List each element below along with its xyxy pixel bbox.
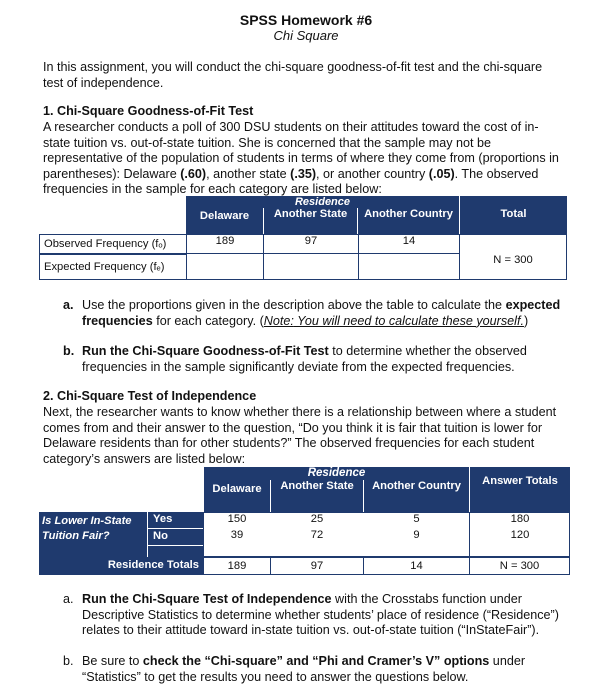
item-a-note-label: Note: (263, 313, 294, 328)
section2-paragraph: Next, the researcher wants to know whether there is a relationship between where a student comes from and their answer to the question, “Do you think it is fair that tuition is lower for Delaware residents than for other students?” The observed frequencies for each student category’s answers are listed below: (43, 405, 557, 466)
no-delaware: 39 (230, 529, 244, 541)
item-b-bold-2: check the “Chi-square” and “Phi and Cramer’s V” options (142, 654, 490, 668)
item-a-marker: a. (63, 298, 74, 312)
total-delaware: 189 (203, 557, 271, 575)
section1-item-a (63, 298, 563, 346)
observed-another-country: 14 (358, 234, 460, 254)
item-a-text-1: Use the proportions given in the description above the table to calculate the (82, 298, 506, 312)
row-header-question: Is Lower In-State Tuition Fair? (39, 512, 147, 557)
section1-heading: 1. Chi-Square Goodness-of-Fit Test (43, 104, 254, 118)
section2-heading: 2. Chi-Square Test of Independence (43, 389, 257, 403)
row-header-no: No (148, 529, 203, 545)
item-b-text-2: under “Statistics” to get the results you need to answer the questions below. (82, 654, 526, 684)
yes-delaware: 150 (227, 513, 247, 525)
observed-delaware: 189 (186, 234, 264, 254)
item-a-bold-2: Run the Chi-Square Test of Independence (82, 592, 332, 606)
item-b-text: to determine whether the observed frequencies in the sample significantly deviate from the expected frequencies. (82, 344, 527, 374)
col-header-total: Total (460, 196, 567, 234)
item-b-marker: b. (63, 344, 75, 358)
total-n: N = 300 (459, 234, 567, 280)
section1-text-a: A researcher conducts a poll of 300 DSU students on their attitudes toward the cost of in-state tuition vs. out-of-state tuition. She is concerned that the sample may not be representative of the population of students in terms of where they come from (proportions in parentheses): Delaware (43, 120, 559, 181)
totals-divider (469, 512, 470, 557)
section2-item-a (63, 592, 568, 654)
expected-another-country (358, 253, 460, 280)
item-b-bold: Run the Chi-Square Goodness-of-Fit Test (82, 344, 329, 358)
no-another-state: 72 (310, 529, 324, 541)
total-another-state: 97 (270, 557, 364, 575)
proportion-delaware: (.60) (180, 166, 207, 181)
proportion-another-state: (.35) (290, 166, 317, 181)
col-header-another-state: Another State (264, 208, 357, 234)
section1-item-b (63, 344, 563, 376)
observed-another-state: 97 (263, 234, 359, 254)
no-another-country: 9 (413, 529, 420, 541)
col-header-another-country-2: Another Country (364, 480, 469, 512)
item-a-note-text: You will need to calculate these yourself. (293, 313, 524, 328)
proportion-another-country: (.05) (428, 166, 455, 181)
row-label-observed: Observed Frequency (fₒ) (39, 234, 187, 254)
document-title: SPSS Homework #6 (239, 12, 373, 28)
expected-delaware (186, 253, 264, 280)
item-b-text-1: Be sure to (82, 654, 143, 668)
row-header-yes: Yes (148, 512, 203, 528)
grand-total: N = 300 (469, 557, 570, 575)
section2-item-b (63, 654, 568, 686)
document-subtitle: Chi Square (273, 28, 339, 43)
item-a-text-2b: with the Crosstabs function under Descriptive Statistics to determine whether students’ place of residence (“Residence”) relates to their attitude toward in-state tuition vs. out-of-state tuition (“InStateFair”). (82, 592, 559, 637)
expected-another-state (263, 253, 359, 280)
col-header-another-state-2: Another State (271, 480, 363, 512)
section1-text-b: , another state (206, 166, 291, 181)
col-header-another-country: Another Country (358, 208, 459, 234)
yes-another-country: 5 (413, 513, 420, 525)
item-a-text-3: ) (523, 313, 529, 328)
no-total: 120 (510, 529, 530, 541)
yes-total: 180 (510, 513, 530, 525)
item-b-marker-2: b. (63, 654, 74, 668)
col-header-answer-totals: Answer Totals (470, 467, 570, 512)
row-header-filler (148, 546, 203, 557)
col-header-delaware-2: Delaware (204, 480, 270, 512)
item-a-text-2: for each category. ( (152, 313, 264, 328)
yes-another-state: 25 (310, 513, 324, 525)
residence-group-header-2: Residence (204, 467, 469, 480)
residence-group-header: Residence (186, 196, 459, 208)
section1-paragraph (43, 120, 563, 198)
intro-paragraph: In this assignment, you will conduct the chi-square goodness-of-fit test and the chi-square test of independence. (43, 60, 543, 90)
item-a-bold: expected frequencies (82, 298, 561, 328)
item-a-marker-2: a. (63, 592, 74, 606)
col-header-delaware: Delaware (186, 208, 263, 234)
row-label-expected: Expected Frequency (fₑ) (39, 254, 187, 280)
section1-text-d: . The observed frequencies in the sample for each category are listed below: (43, 166, 539, 196)
total-another-country: 14 (363, 557, 470, 575)
row-header-residence-totals: Residence Totals (39, 557, 203, 575)
section1-text-c: , or another country (316, 166, 429, 181)
